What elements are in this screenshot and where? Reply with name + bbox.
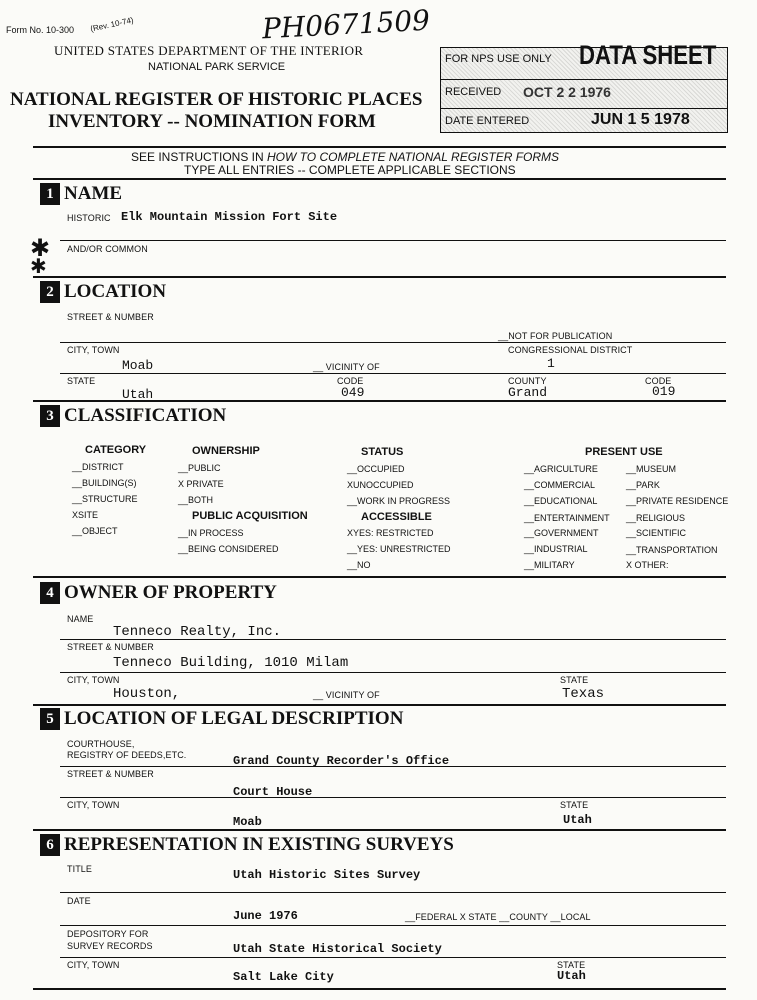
use-entertainment[interactable]: __ENTERTAINMENT bbox=[524, 513, 610, 523]
ownership-both[interactable]: __BOTH bbox=[178, 495, 214, 505]
received-date: OCT 2 2 1976 bbox=[523, 84, 611, 100]
city-label: CITY, TOWN bbox=[67, 345, 120, 355]
present-use-heading: PRESENT USE bbox=[585, 446, 663, 458]
accessible-restricted[interactable]: XYES: RESTRICTED bbox=[347, 528, 434, 538]
date-entered-value: JUN 1 5 1978 bbox=[591, 111, 690, 128]
depository-value: Utah State Historical Society bbox=[233, 942, 442, 956]
legal-state-value: Utah bbox=[563, 813, 592, 827]
category-site[interactable]: XSITE bbox=[72, 510, 99, 520]
historic-label: HISTORIC bbox=[67, 213, 111, 223]
code2-label: CODE bbox=[645, 376, 672, 386]
data-sheet-stamp: DATA SHEET bbox=[579, 40, 717, 70]
legal-city-label: CITY, TOWN bbox=[67, 800, 120, 810]
accessible-unrestricted[interactable]: __YES: UNRESTRICTED bbox=[347, 544, 451, 554]
legal-state-label: STATE bbox=[560, 800, 589, 810]
vicinity-label: __ VICINITY OF bbox=[313, 362, 380, 372]
status-occupied[interactable]: __OCCUPIED bbox=[347, 464, 405, 474]
instructions-line2: TYPE ALL ENTRIES -- COMPLETE APPLICABLE SECTIONS bbox=[184, 163, 516, 177]
county-value: Grand bbox=[508, 385, 548, 400]
form-number: Form No. 10-300 bbox=[6, 25, 75, 35]
city-value: Moab bbox=[122, 358, 154, 373]
common-label: AND/OR COMMON bbox=[67, 244, 148, 254]
owner-name: Tenneco Realty, Inc. bbox=[113, 624, 282, 640]
use-religious[interactable]: __RELIGIOUS bbox=[626, 513, 686, 523]
section-4-heading: 4 OWNER OF PROPERTY bbox=[40, 582, 277, 604]
owner-city-label: CITY, TOWN bbox=[67, 675, 120, 685]
historic-name: Elk Mountain Mission Fort Site bbox=[121, 210, 338, 224]
street-label: STREET & NUMBER bbox=[67, 312, 154, 322]
form-title-line1: NATIONAL REGISTER OF HISTORIC PLACES bbox=[10, 89, 423, 110]
service-name: NATIONAL PARK SERVICE bbox=[148, 61, 286, 73]
section-1-heading: 1 NAME bbox=[40, 183, 122, 205]
courthouse-label: COURTHOUSE, bbox=[67, 739, 135, 749]
legal-street-label: STREET & NUMBER bbox=[67, 769, 154, 779]
survey-title-label: TITLE bbox=[67, 864, 93, 874]
depository-city-value: Salt Lake City bbox=[233, 970, 334, 984]
code-value: 049 bbox=[341, 385, 365, 400]
code2-value: 019 bbox=[652, 384, 676, 399]
use-industrial[interactable]: __INDUSTRIAL bbox=[524, 544, 588, 554]
registry-label: REGISTRY OF DEEDS,ETC. bbox=[67, 750, 187, 760]
use-agriculture[interactable]: __AGRICULTURE bbox=[524, 464, 598, 474]
owner-city: Houston, bbox=[113, 686, 181, 702]
handwritten-id: PH0671509 bbox=[261, 3, 431, 46]
category-object[interactable]: __OBJECT bbox=[72, 526, 118, 536]
form-title-line2: INVENTORY -- NOMINATION FORM bbox=[48, 111, 376, 132]
survey-levels[interactable]: __FEDERAL X STATE __COUNTY __LOCAL bbox=[405, 912, 591, 922]
acquisition-heading: PUBLIC ACQUISITION bbox=[192, 510, 308, 522]
department-name: UNITED STATES DEPARTMENT OF THE INTERIOR bbox=[54, 43, 364, 58]
county-label: COUNTY bbox=[508, 376, 547, 386]
section-2-heading: 2 LOCATION bbox=[40, 281, 166, 303]
acquisition-being-considered[interactable]: __BEING CONSIDERED bbox=[178, 544, 279, 554]
ownership-private[interactable]: X PRIVATE bbox=[178, 479, 224, 489]
survey-records-label: SURVEY RECORDS bbox=[67, 941, 153, 951]
ownership-heading: OWNERSHIP bbox=[192, 445, 260, 457]
section-3-heading: 3 CLASSIFICATION bbox=[40, 405, 226, 427]
use-museum[interactable]: __MUSEUM bbox=[626, 464, 677, 474]
instructions-line1: SEE INSTRUCTIONS IN HOW TO COMPLETE NATIONAL REGISTER FORMS bbox=[131, 150, 560, 164]
date-entered-label: DATE ENTERED bbox=[445, 115, 530, 127]
not-for-publication: __NOT FOR PUBLICATION bbox=[498, 331, 613, 341]
status-unoccupied[interactable]: XUNOCCUPIED bbox=[347, 480, 414, 490]
use-military[interactable]: __MILITARY bbox=[524, 560, 575, 570]
owner-name-label: NAME bbox=[67, 614, 94, 624]
use-commercial[interactable]: __COMMERCIAL bbox=[524, 480, 596, 490]
congressional-value: 1 bbox=[547, 356, 555, 371]
owner-street: Tenneco Building, 1010 Milam bbox=[113, 655, 349, 671]
acquisition-in-process[interactable]: __IN PROCESS bbox=[178, 528, 244, 538]
congressional-label: CONGRESSIONAL DISTRICT bbox=[508, 345, 633, 355]
status-work-in-progress[interactable]: __WORK IN PROGRESS bbox=[347, 496, 451, 506]
use-other[interactable]: X OTHER: bbox=[626, 560, 669, 570]
depository-city-label: CITY, TOWN bbox=[67, 960, 120, 970]
depository-state-value: Utah bbox=[557, 969, 586, 983]
survey-date-label: DATE bbox=[67, 896, 91, 906]
code-label: CODE bbox=[337, 376, 364, 386]
category-structure[interactable]: __STRUCTURE bbox=[72, 494, 138, 504]
owner-state: Texas bbox=[562, 686, 605, 702]
legal-city-value: Moab bbox=[233, 815, 262, 829]
owner-state-label: STATE bbox=[560, 675, 589, 685]
status-heading: STATUS bbox=[361, 446, 404, 458]
accessible-heading: ACCESSIBLE bbox=[361, 511, 432, 523]
use-scientific[interactable]: __SCIENTIFIC bbox=[626, 528, 687, 538]
received-label: RECEIVED bbox=[445, 86, 502, 98]
survey-title-value: Utah Historic Sites Survey bbox=[233, 868, 421, 882]
legal-street-value: Court House bbox=[233, 785, 313, 799]
courthouse-value: Grand County Recorder's Office bbox=[233, 754, 450, 768]
depository-label: DEPOSITORY FOR bbox=[67, 929, 149, 939]
section-5-heading: 5 LOCATION OF LEGAL DESCRIPTION bbox=[40, 708, 403, 730]
category-heading: CATEGORY bbox=[85, 444, 147, 456]
state-value: Utah bbox=[122, 387, 154, 402]
use-educational[interactable]: __EDUCATIONAL bbox=[524, 496, 598, 506]
nps-label: FOR NPS USE ONLY bbox=[445, 53, 552, 65]
section-6-heading: 6 REPRESENTATION IN EXISTING SURVEYS bbox=[40, 834, 454, 856]
owner-vicinity-label: __ VICINITY OF bbox=[313, 690, 380, 700]
nps-use-box bbox=[440, 40, 728, 133]
category-district[interactable]: __DISTRICT bbox=[72, 462, 124, 472]
asterisk-mark: ✱ bbox=[30, 235, 51, 262]
accessible-no[interactable]: __NO bbox=[347, 560, 371, 570]
form-revision: (Rev. 10-74) bbox=[89, 15, 135, 34]
category-buildings[interactable]: __BUILDING(S) bbox=[72, 478, 137, 488]
asterisk-mark: ✱ bbox=[30, 256, 47, 278]
use-transportation[interactable]: __TRANSPORTATION bbox=[626, 545, 718, 555]
use-private-residence[interactable]: __PRIVATE RESIDENCE bbox=[626, 496, 729, 506]
use-park[interactable]: __PARK bbox=[626, 480, 660, 490]
state-label: STATE bbox=[67, 376, 96, 386]
owner-street-label: STREET & NUMBER bbox=[67, 642, 154, 652]
ownership-public[interactable]: __PUBLIC bbox=[178, 463, 221, 473]
survey-date-value: June 1976 bbox=[233, 909, 298, 923]
depository-state-label: STATE bbox=[557, 960, 586, 970]
use-government[interactable]: __GOVERNMENT bbox=[524, 528, 599, 538]
